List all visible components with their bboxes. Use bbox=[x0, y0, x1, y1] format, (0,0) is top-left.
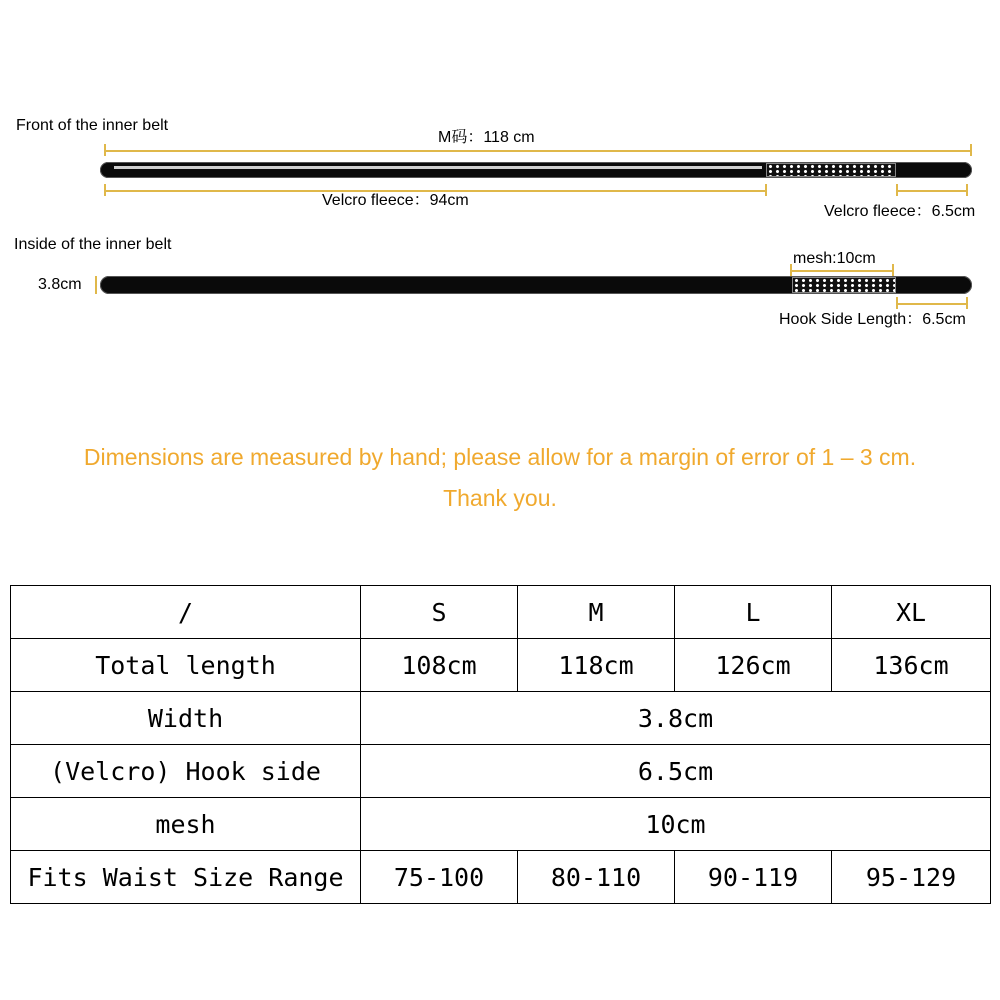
total-length-label: M码：118 cm bbox=[438, 129, 535, 146]
table-cell: 10cm bbox=[361, 798, 991, 851]
front-mesh-section bbox=[766, 163, 896, 177]
hook-side-dimension-line bbox=[896, 303, 968, 305]
header-cell-m: M bbox=[518, 586, 675, 639]
dimension-tick bbox=[765, 184, 767, 196]
header-cell-xl: XL bbox=[832, 586, 991, 639]
table-row bbox=[11, 586, 991, 639]
table-cell: 126cm bbox=[675, 639, 832, 692]
table-row bbox=[11, 851, 991, 904]
row-label-width: Width bbox=[11, 692, 361, 745]
table-cell: 75-100 bbox=[361, 851, 518, 904]
row-label-waist-range: Fits Waist Size Range bbox=[11, 851, 361, 904]
table-cell: 3.8cm bbox=[361, 692, 991, 745]
dimension-tick bbox=[896, 184, 898, 196]
dimension-tick bbox=[790, 264, 792, 276]
velcro-fleece-main-label: Velcro fleece：94cm bbox=[322, 192, 469, 209]
velcro-fleece-end-dimension-line bbox=[896, 190, 968, 192]
table-row bbox=[11, 745, 991, 798]
width-dimension-line bbox=[95, 276, 97, 294]
row-label-total-length: Total length bbox=[11, 639, 361, 692]
mesh-label: mesh:10cm bbox=[793, 250, 876, 267]
dimension-tick bbox=[966, 184, 968, 196]
dimension-tick bbox=[104, 144, 106, 156]
dimension-tick bbox=[966, 297, 968, 309]
table-cell: 80-110 bbox=[518, 851, 675, 904]
table-row bbox=[11, 639, 991, 692]
header-cell-l: L bbox=[675, 586, 832, 639]
header-cell: / bbox=[11, 586, 361, 639]
table-cell: 118cm bbox=[518, 639, 675, 692]
front-belt-label: Front of the inner belt bbox=[16, 117, 169, 134]
inside-belt-strap bbox=[100, 276, 972, 294]
table-cell: 6.5cm bbox=[361, 745, 991, 798]
mesh-dimension-line bbox=[790, 270, 894, 272]
table-row bbox=[11, 692, 991, 745]
dimension-tick bbox=[892, 264, 894, 276]
table-cell: 90-119 bbox=[675, 851, 832, 904]
dimension-tick bbox=[970, 144, 972, 156]
dimension-tick bbox=[104, 184, 106, 196]
belt-highlight bbox=[114, 166, 762, 169]
inside-belt-label: Inside of the inner belt bbox=[14, 236, 172, 253]
total-length-dimension-line bbox=[104, 150, 972, 152]
row-label-hook-side: (Velcro) Hook side bbox=[11, 745, 361, 798]
row-label-mesh: mesh bbox=[11, 798, 361, 851]
velcro-fleece-end-label: Velcro fleece：6.5cm bbox=[824, 203, 976, 220]
table-cell: 108cm bbox=[361, 639, 518, 692]
dimension-tick bbox=[896, 297, 898, 309]
measurement-notice: Dimensions are measured by hand; please allow for a margin of error of 1 – 3 cm. bbox=[83, 444, 917, 470]
inside-mesh-section bbox=[792, 277, 896, 293]
thank-you-note: Thank you. bbox=[443, 485, 557, 511]
front-belt-strap bbox=[100, 162, 972, 178]
table-cell: 136cm bbox=[832, 639, 991, 692]
table-row bbox=[11, 798, 991, 851]
hook-side-label: Hook Side Length：6.5cm bbox=[779, 311, 966, 328]
width-label: 3.8cm bbox=[38, 276, 82, 293]
size-table bbox=[10, 585, 991, 904]
table-cell: 95-129 bbox=[832, 851, 991, 904]
header-cell-s: S bbox=[361, 586, 518, 639]
